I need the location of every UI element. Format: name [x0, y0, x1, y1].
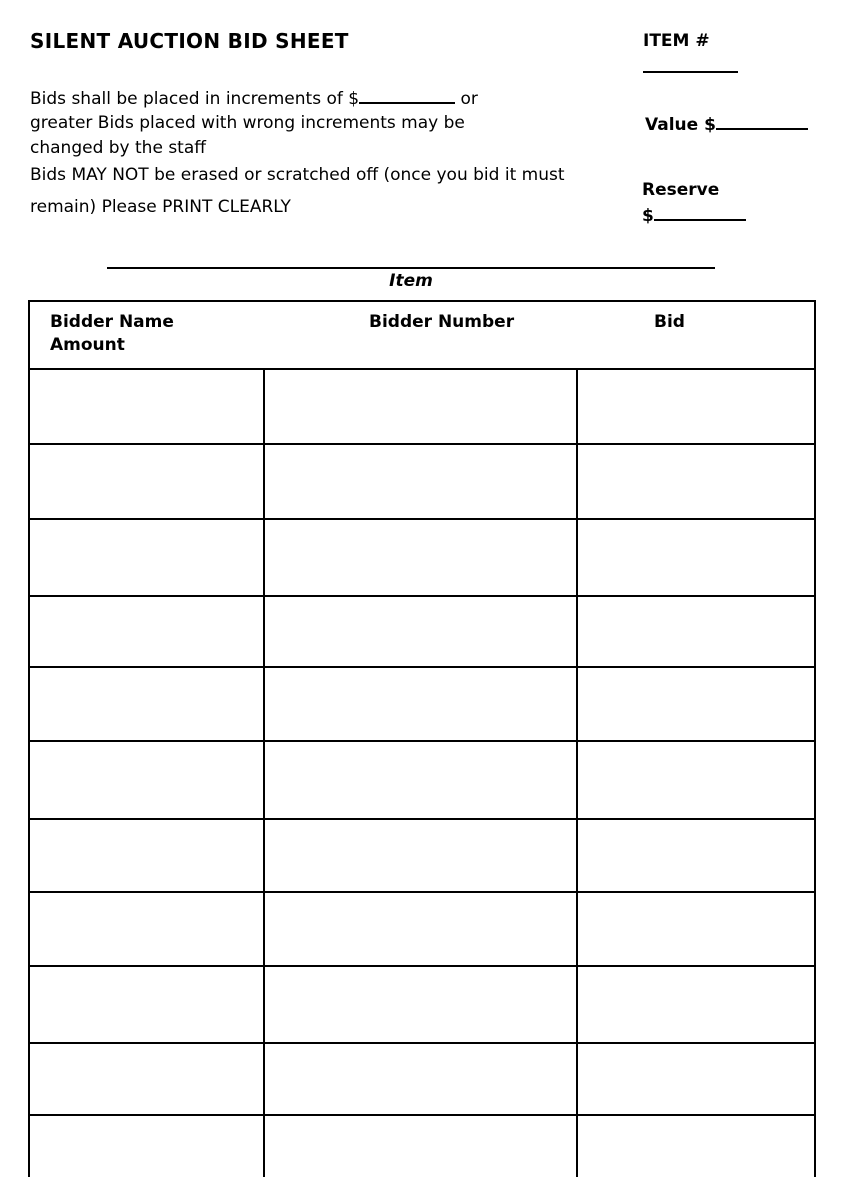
- column-header-text: Bidder Name: [50, 312, 174, 332]
- bid-amount-cell[interactable]: [580, 598, 815, 666]
- item-number-field[interactable]: [643, 71, 738, 73]
- bid-amount-cell[interactable]: [580, 446, 815, 518]
- bid-amount-cell[interactable]: [580, 521, 815, 595]
- column-divider: [263, 370, 265, 1177]
- row-divider: [28, 1042, 816, 1044]
- column-divider: [576, 370, 578, 1177]
- instruction-line-4: Bids MAY NOT be erased or scratched off (once you bid it must: [30, 165, 565, 185]
- item-caption: Item: [389, 271, 433, 291]
- column-header-text: Amount: [50, 335, 125, 355]
- bid-amount-cell[interactable]: [580, 1117, 815, 1177]
- bidder-number-cell[interactable]: [267, 968, 576, 1042]
- bidder-name-cell[interactable]: [31, 743, 263, 818]
- reserve-currency: $: [642, 206, 654, 226]
- instruction-line-2: greater Bids placed with wrong increments may be: [30, 113, 465, 133]
- row-divider: [28, 818, 816, 820]
- bid-table: [28, 300, 816, 1177]
- bidder-name-cell[interactable]: [31, 894, 263, 965]
- bidder-name-cell[interactable]: [31, 669, 263, 740]
- bidder-number-cell[interactable]: [267, 743, 576, 818]
- row-divider: [28, 368, 816, 370]
- item-number-label: ITEM #: [643, 31, 710, 51]
- bid-amount-cell[interactable]: [580, 743, 815, 818]
- instruction-line-5: remain) Please PRINT CLEARLY: [30, 197, 291, 217]
- bidder-name-cell[interactable]: [31, 821, 263, 891]
- bid-amount-cell[interactable]: [580, 968, 815, 1042]
- instruction-text: or: [460, 89, 478, 109]
- bidder-number-cell[interactable]: [267, 1045, 576, 1114]
- bidder-number-cell[interactable]: [267, 894, 576, 965]
- reserve-label: Reserve: [642, 180, 720, 200]
- row-divider: [28, 595, 816, 597]
- bid-amount-cell[interactable]: [580, 894, 815, 965]
- instruction-line-3: changed by the staff: [30, 138, 206, 158]
- bidder-number-cell[interactable]: [267, 821, 576, 891]
- bid-amount-cell[interactable]: [580, 821, 815, 891]
- value-label: Value $: [645, 115, 716, 135]
- bidder-number-cell[interactable]: [267, 598, 576, 666]
- bidder-name-cell[interactable]: [31, 446, 263, 518]
- increment-blank-field[interactable]: [359, 86, 455, 104]
- column-header-bidder-number: Bidder Number: [369, 312, 515, 332]
- bidder-number-cell[interactable]: [267, 446, 576, 518]
- bidder-name-cell[interactable]: [31, 1117, 263, 1177]
- bidder-name-cell[interactable]: [31, 598, 263, 666]
- instruction-text: Bids shall be placed in increments of $: [30, 89, 360, 109]
- page-title: SILENT AUCTION BID SHEET: [30, 29, 349, 53]
- bidder-name-cell[interactable]: [31, 521, 263, 595]
- item-name-field[interactable]: [107, 267, 715, 269]
- bidder-number-cell[interactable]: [267, 521, 576, 595]
- instruction-line-1: [30, 86, 478, 112]
- bid-amount-cell[interactable]: [580, 1045, 815, 1114]
- bid-amount-cell[interactable]: [580, 371, 815, 443]
- bidder-number-cell[interactable]: [267, 669, 576, 740]
- value-label-row: [645, 112, 808, 135]
- bidder-number-cell[interactable]: [267, 1117, 576, 1177]
- bidder-number-cell[interactable]: [267, 371, 576, 443]
- bid-amount-cell[interactable]: [580, 669, 815, 740]
- row-divider: [28, 1114, 816, 1116]
- bidder-name-cell[interactable]: [31, 371, 263, 443]
- row-divider: [28, 666, 816, 668]
- value-field[interactable]: [716, 112, 808, 130]
- row-divider: [28, 518, 816, 520]
- row-divider: [28, 965, 816, 967]
- reserve-field[interactable]: [654, 203, 746, 221]
- row-divider: [28, 443, 816, 445]
- reserve-block: [642, 178, 746, 229]
- row-divider: [28, 891, 816, 893]
- bidder-name-cell[interactable]: [31, 1045, 263, 1114]
- column-header-bid: Bid: [654, 312, 685, 332]
- column-header-bidder-name: [50, 311, 174, 357]
- bidder-name-cell[interactable]: [31, 968, 263, 1042]
- row-divider: [28, 740, 816, 742]
